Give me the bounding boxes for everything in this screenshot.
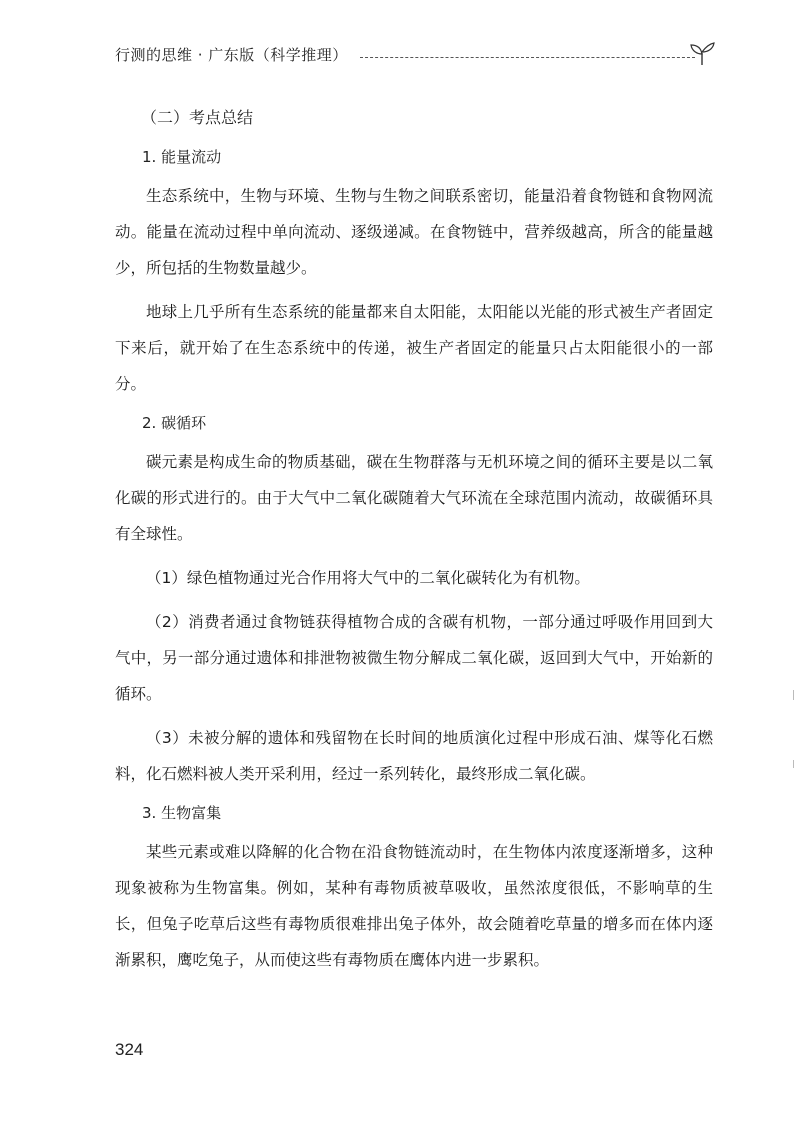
topic-energy-flow: [115, 144, 713, 402]
topic-carbon-cycle: [115, 410, 713, 792]
book-title: 行测的思维 · 广东版（科学推理）: [115, 46, 348, 64]
topic-heading: 3. 生物富集: [142, 804, 222, 822]
paragraph: 生态系统中，生物与环境、生物与生物之间联系密切，能量沿着食物链和食物网流动。能量在流动过程中单向流动、逐级递减。在食物链中，营养级越高，所含的能量越少，所包括的生物数量越少。: [115, 187, 713, 277]
header-dashed-rule: [360, 57, 695, 58]
topic-heading: 2. 碳循环: [142, 414, 207, 432]
main-content: [115, 104, 713, 986]
section-title: （二）考点总结: [141, 108, 254, 127]
page-number: 324: [115, 1040, 144, 1059]
scan-edge-mark: [793, 760, 794, 768]
paragraph: 碳元素是构成生命的物质基础，碳在生物群落与无机环境之间的循环主要是以二氧化碳的形式进行的。由于大气中二氧化碳随着大气环流在全球范围内流动，故碳循环具有全球性。: [115, 453, 713, 543]
list-item: （3）未被分解的遗体和残留物在长时间的地质演化过程中形成石油、煤等化石燃料，化石燃料被人类开采利用，经过一系列转化，最终形成二氧化碳。: [115, 729, 713, 783]
sprout-icon: [689, 40, 715, 66]
running-header: [115, 40, 715, 70]
list-item: （1）绿色植物通过光合作用将大气中的二氧化碳转化为有机物。: [146, 569, 590, 587]
scan-edge-mark: [793, 690, 794, 700]
topic-heading: 1. 能量流动: [142, 148, 222, 166]
paragraph: 地球上几乎所有生态系统的能量都来自太阳能，太阳能以光能的形式被生产者固定下来后，就开始了在生态系统中的传递，被生产者固定的能量只占太阳能很小的一部分。: [115, 303, 713, 393]
topic-biomagnification: [115, 800, 713, 978]
list-item: （2）消费者通过食物链获得植物合成的含碳有机物，一部分通过呼吸作用回到大气中，另一部分通过遗体和排泄物被微生物分解成二氧化碳，返回到大气中，开始新的循环。: [115, 613, 713, 703]
paragraph: 某些元素或难以降解的化合物在沿食物链流动时，在生物体内浓度逐渐增多，这种现象被称为生物富集。例如，某种有毒物质被草吸收，虽然浓度很低，不影响草的生长，但兔子吃草后这些有毒物质很难排出兔子体外，故会随着吃草量的增多而在体内逐渐累积，鹰吃兔子，从而使这些有毒物质在鹰体内进一步累积。: [115, 843, 713, 969]
